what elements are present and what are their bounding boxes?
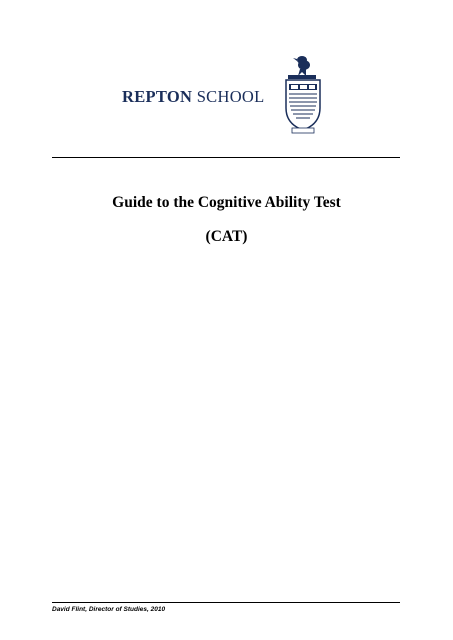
document-subtitle: (CAT) — [205, 228, 248, 245]
wordmark-regular: SCHOOL — [192, 87, 265, 106]
school-wordmark — [122, 87, 265, 107]
footer-divider — [52, 602, 400, 603]
footer-author: David Flint, Director of Studies, 2010 — [52, 606, 166, 613]
school-crest-icon — [278, 50, 328, 135]
school-header — [122, 50, 342, 135]
document-title: Guide to the Cognitive Ability Test — [112, 194, 341, 211]
wordmark-bold: REPTON — [122, 87, 193, 106]
header-divider — [52, 157, 400, 158]
bird-icon — [293, 56, 310, 76]
